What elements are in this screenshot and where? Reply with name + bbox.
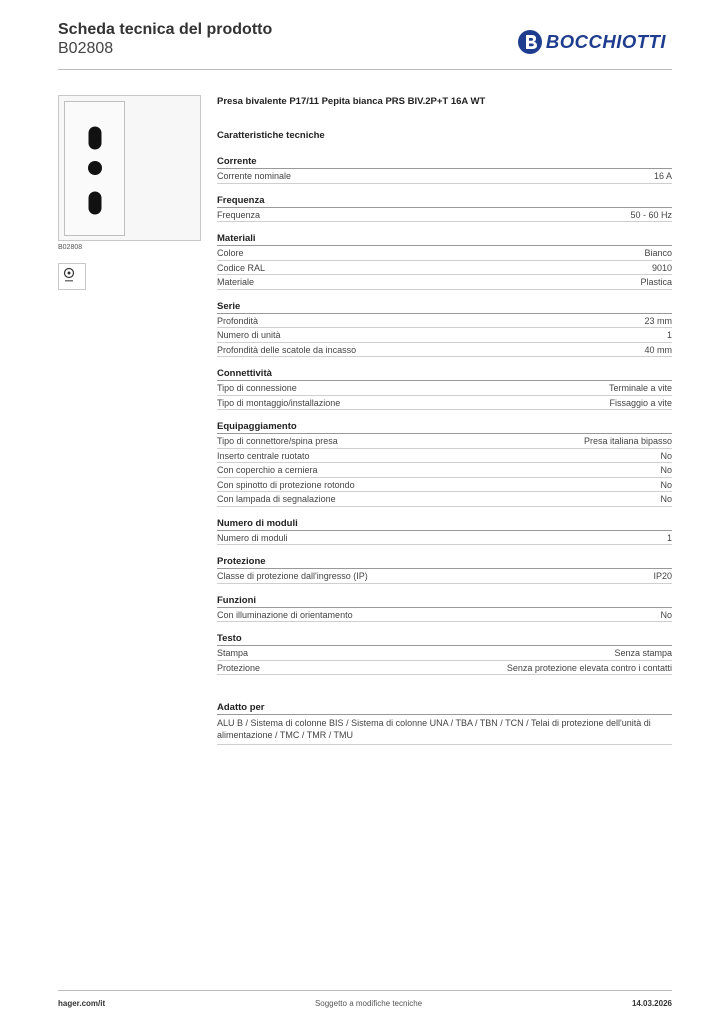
socket-plate bbox=[64, 101, 125, 236]
section-gap bbox=[217, 545, 672, 555]
footer-note: Soggetto a modifiche tecniche bbox=[314, 999, 423, 1008]
spec-value: No bbox=[660, 609, 672, 620]
spec-value: 1 bbox=[666, 330, 672, 340]
section-title: Corrente bbox=[217, 155, 672, 169]
section-title: Protezione bbox=[217, 555, 672, 569]
section-gap bbox=[217, 290, 672, 300]
section-title: Equipaggiamento bbox=[217, 420, 672, 434]
spec-row bbox=[217, 569, 672, 584]
spec-row bbox=[217, 463, 672, 478]
spec-value: 23 mm bbox=[644, 315, 672, 326]
spec-value: Plastica bbox=[640, 277, 672, 287]
spec-row bbox=[217, 169, 672, 184]
spec-value: Bianco bbox=[644, 248, 672, 258]
section-gap bbox=[217, 222, 672, 232]
spec-value: No bbox=[660, 494, 672, 504]
spec-row bbox=[217, 492, 672, 507]
page-footer bbox=[58, 990, 672, 1008]
section-gap bbox=[217, 410, 672, 420]
suitable-for-section bbox=[217, 701, 672, 745]
spec-value: Terminale a vite bbox=[608, 383, 672, 393]
section-gap bbox=[217, 357, 672, 367]
spec-row bbox=[217, 449, 672, 464]
spec-label: Con illuminazione di orientamento bbox=[217, 609, 353, 620]
spec-value: 40 mm bbox=[644, 344, 672, 355]
spec-value: 16 A bbox=[653, 171, 672, 181]
page-title: Scheda tecnica del prodotto bbox=[58, 21, 273, 38]
section-title: Testo bbox=[217, 632, 672, 646]
spec-label: Tipo di connettore/spina presa bbox=[217, 436, 338, 446]
spec-value: Senza protezione elevata contro i contatti bbox=[506, 662, 672, 673]
specs-table bbox=[217, 155, 672, 675]
spec-row bbox=[217, 343, 672, 358]
spec-value: 50 - 60 Hz bbox=[630, 209, 672, 220]
spec-row bbox=[217, 661, 672, 676]
spec-label: Protezione bbox=[217, 662, 261, 673]
spec-label: Numero di unità bbox=[217, 330, 281, 340]
spec-label: Colore bbox=[217, 248, 244, 258]
spec-label: Numero di moduli bbox=[217, 532, 288, 543]
section-title: Frequenza bbox=[217, 194, 672, 208]
section-title: Serie bbox=[217, 300, 672, 314]
spec-row bbox=[217, 396, 672, 411]
quality-mark-icon bbox=[59, 264, 85, 289]
image-caption: B02808 bbox=[58, 244, 83, 251]
spec-label: Stampa bbox=[217, 648, 249, 658]
spec-label: Tipo di montaggio/installazione bbox=[217, 397, 341, 408]
spec-label: Profondità bbox=[217, 315, 259, 326]
section-gap bbox=[217, 184, 672, 194]
certification-mark bbox=[58, 263, 86, 290]
section-title: Materiali bbox=[217, 232, 672, 246]
characteristics-title: Caratteristiche tecniche bbox=[217, 130, 325, 141]
spec-value: Fissaggio a vite bbox=[609, 397, 672, 408]
spec-label: Materiale bbox=[217, 277, 255, 287]
spec-row bbox=[217, 646, 672, 661]
page-header bbox=[58, 20, 672, 70]
suitable-for-text: ALU B / Sistema di colonne BIS / Sistema di colonne UNA / TBA / TBN / TCN / Telai di protezione dell'unità di alimentazione / TMC / TMR / TMU bbox=[217, 716, 672, 745]
spec-row bbox=[217, 208, 672, 223]
brand-name: BOCCHIOTTI bbox=[545, 31, 666, 52]
spec-value: No bbox=[660, 450, 672, 461]
spec-value: No bbox=[660, 479, 672, 490]
bocchiotti-b-icon bbox=[517, 29, 543, 55]
spec-label: Con spinotto di protezione rotondo bbox=[217, 479, 355, 490]
section-title: Numero di moduli bbox=[217, 517, 672, 531]
product-title: Presa bivalente P17/11 Pepita bianca PRS BIV.2P+T 16A WT bbox=[217, 96, 486, 107]
spec-value: IP20 bbox=[653, 571, 672, 581]
spec-value: No bbox=[660, 465, 672, 475]
spec-row bbox=[217, 246, 672, 261]
spec-row bbox=[217, 531, 672, 546]
spec-row bbox=[217, 381, 672, 396]
spec-row bbox=[217, 261, 672, 276]
spec-row bbox=[217, 608, 672, 623]
footer-website: hager.com/it bbox=[58, 999, 106, 1008]
product-code: B02808 bbox=[58, 40, 114, 57]
footer-date: 14.03.2026 bbox=[631, 999, 672, 1008]
spec-value: Senza stampa bbox=[614, 648, 672, 658]
section-gap bbox=[217, 584, 672, 594]
spec-label: Corrente nominale bbox=[217, 171, 292, 181]
section-gap bbox=[217, 622, 672, 632]
spec-label: Con coperchio a cerniera bbox=[217, 465, 318, 475]
spec-label: Frequenza bbox=[217, 209, 261, 220]
spec-label: Profondità delle scatole da incasso bbox=[217, 344, 357, 355]
brand-logo bbox=[517, 29, 666, 55]
socket-holes-icon bbox=[65, 102, 124, 235]
section-title: Funzioni bbox=[217, 594, 672, 608]
product-image bbox=[58, 95, 201, 241]
spec-row bbox=[217, 314, 672, 329]
spec-label: Classe di protezione dall'ingresso (IP) bbox=[217, 571, 368, 581]
spec-label: Tipo di connessione bbox=[217, 383, 297, 393]
spec-value: Presa italiana bipasso bbox=[583, 436, 672, 446]
spec-row bbox=[217, 275, 672, 290]
section-title: Connettività bbox=[217, 367, 672, 381]
spec-value: 9010 bbox=[651, 262, 672, 273]
spec-value: 1 bbox=[666, 532, 672, 543]
section-title: Adatto per bbox=[217, 701, 672, 715]
spec-row bbox=[217, 328, 672, 343]
spec-label: Codice RAL bbox=[217, 262, 266, 273]
spec-row bbox=[217, 434, 672, 449]
spec-label: Inserto centrale ruotato bbox=[217, 450, 310, 461]
section-gap bbox=[217, 507, 672, 517]
spec-label: Con lampada di segnalazione bbox=[217, 494, 336, 504]
spec-row bbox=[217, 478, 672, 493]
